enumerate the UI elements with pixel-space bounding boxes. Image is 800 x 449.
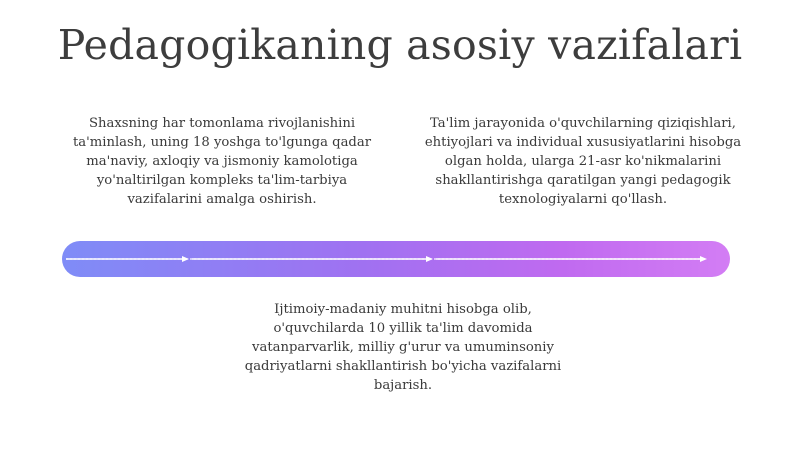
text-block-left: Shaxsning har tomonlama rivojlanishini ta'minlash, uning 18 yoshga to'lgunga qadar ma'naviy, axloqiy va jismoniy kamolotiga yo'naltirilgan kompleks ta'lim-tarbiya vazifalarini amalga oshirish. — [72, 116, 372, 207]
arrow-right-icon — [66, 256, 189, 262]
text-block-bottom: Ijtimoiy-madaniy muhitni hisobga olib, o'quvchilarda 10 yillik ta'lim davomida vatanparvarlik, milliy g'urur va umuminsoniy qadriyatlarni shakllantirish bo'yicha vazifalarni bajarish. — [244, 302, 562, 393]
timeline-arrows — [62, 241, 730, 277]
slide-title: Pedagogikaning asosiy vazifalari — [57, 21, 743, 69]
arrow-right-icon — [192, 256, 433, 262]
text-block-right: Ta'lim jarayonida o'quvchilarning qiziqishlari, ehtiyojlari va individual xususiyatlarini hisobga olgan holda, ularga 21-asr ko'nikmalarini shakllantirishga qaratilgan yangi pedagogik texnologiyalarni qo'llash. — [424, 116, 742, 207]
arrow-right-icon — [436, 256, 707, 262]
timeline-bar — [62, 241, 730, 277]
